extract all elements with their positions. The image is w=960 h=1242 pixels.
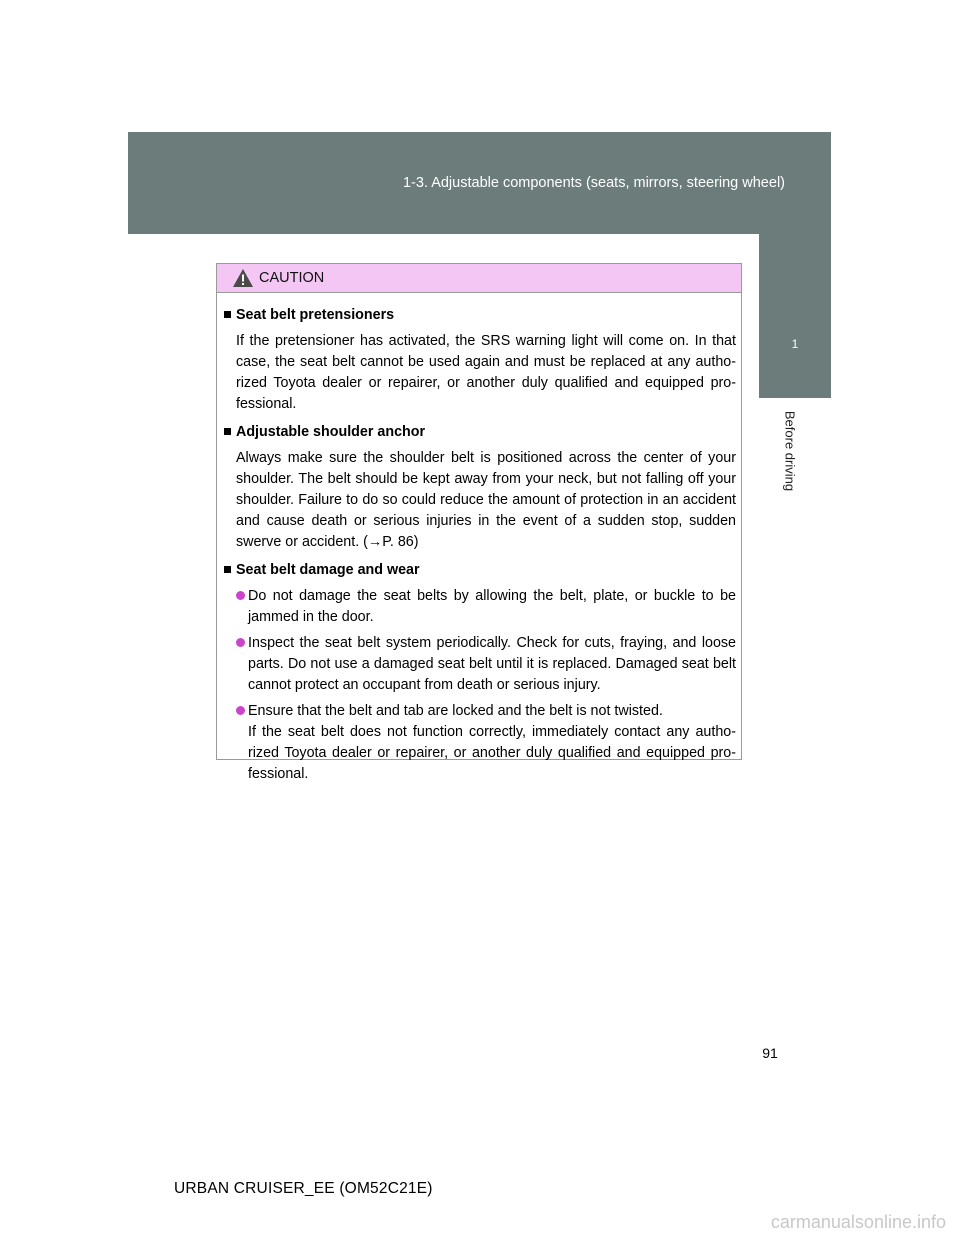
chapter-label bbox=[770, 405, 810, 497]
warning-triangle-icon bbox=[232, 268, 254, 288]
square-bullet-icon bbox=[224, 311, 231, 318]
section-title: 1-3. Adjustable components (seats, mirrors, steering wheel) bbox=[402, 175, 785, 191]
chapter-label-text: Before driving bbox=[782, 410, 798, 492]
caution-title: CAUTION bbox=[259, 270, 325, 286]
section-heading: Seat belt damage and wear bbox=[224, 560, 736, 581]
section-pretensioners bbox=[224, 305, 736, 415]
chapter-tab bbox=[759, 234, 831, 398]
section-header-bar bbox=[128, 132, 831, 234]
chapter-number: 1 bbox=[791, 337, 799, 351]
manual-code: URBAN CRUISER_EE (OM52C21E) bbox=[174, 1180, 433, 1197]
caution-header bbox=[217, 264, 741, 293]
page-number: 91 bbox=[762, 1045, 778, 1061]
caution-content bbox=[217, 293, 741, 785]
square-bullet-icon bbox=[224, 428, 231, 435]
caution-box bbox=[216, 263, 742, 782]
section-heading: Seat belt pretensioners bbox=[224, 305, 736, 326]
section-heading: Adjustable shoulder anchor bbox=[224, 422, 736, 443]
section-text: If the pretensioner has activated, the SRS warning light will come on. In that case, the seat belt cannot be used again and must be replaced at any autho-rized Toyota dealer or repairer, or another duly qualified and equipped pro-fessional. bbox=[236, 333, 736, 412]
section-damage-wear bbox=[224, 560, 736, 785]
section-text: Always make sure the shoulder belt is positioned across the center of your shoulder. The belt should be kept away from your neck, but not falling off your shoulder. Failure to do so could reduce the amount of protection in an accident and cause death or serious injuries in the event of a sudden stop, sudden swerve or accident. (→P. 86) bbox=[236, 450, 736, 550]
list-item: Ensure that the belt and tab are locked and the belt is not twisted. If the seat belt does not function correctly, immediately contact any autho-rized Toyota dealer or repairer, or another duly qualified and equipped pro-fessional. bbox=[224, 701, 736, 785]
circle-bullet-icon bbox=[236, 638, 245, 647]
circle-bullet-icon bbox=[236, 591, 245, 600]
section-shoulder-anchor bbox=[224, 422, 736, 553]
list-item: Inspect the seat belt system periodically. Check for cuts, fraying, and loose parts. Do not use a damaged seat belt until it is replaced. Damaged seat belt cannot protect an occupant from death or serious injury. bbox=[224, 633, 736, 696]
list-item: Do not damage the seat belts by allowing the belt, plate, or buckle to be jammed in the door. bbox=[224, 586, 736, 628]
watermark: carmanualsonline.info bbox=[770, 1212, 946, 1232]
circle-bullet-icon bbox=[236, 706, 245, 715]
square-bullet-icon bbox=[224, 566, 231, 573]
